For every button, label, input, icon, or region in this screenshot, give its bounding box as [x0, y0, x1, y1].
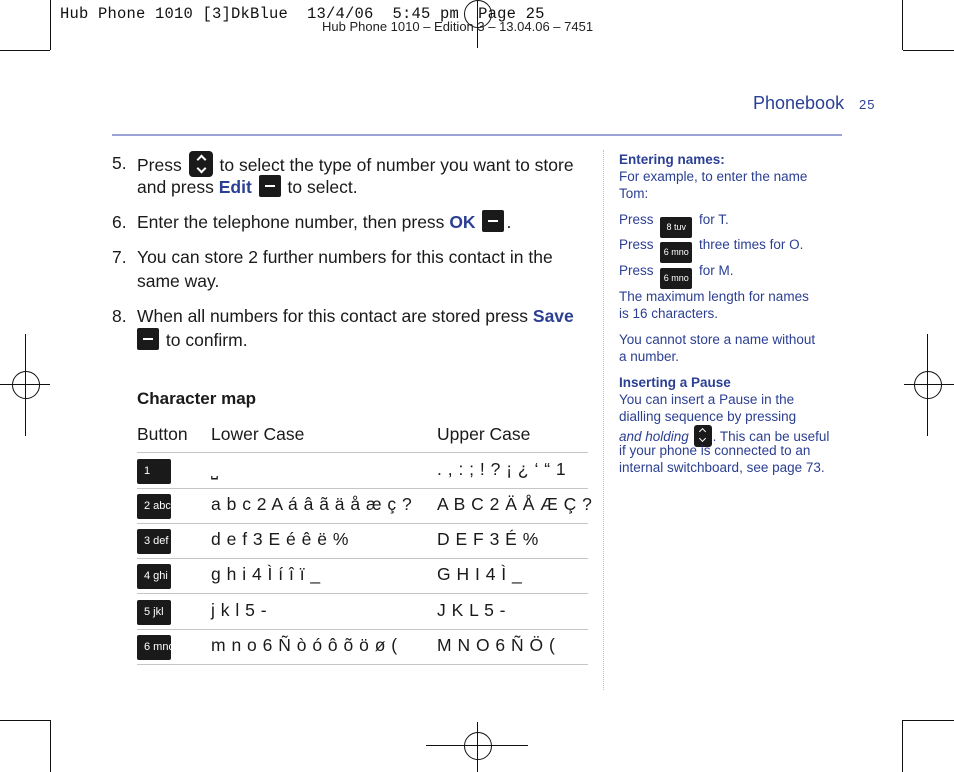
sidebar-text: if your phone is connected to an — [619, 443, 811, 458]
save-keyword: Save — [532, 306, 574, 326]
lower-case-chars: j k l 5 - — [211, 600, 268, 620]
crop-mark — [902, 0, 903, 50]
upper-case-chars: J K L 5 - — [437, 600, 507, 620]
sidebar-text: internal switchboard, see page 73. — [619, 460, 825, 475]
press-instruction: Press 6 mno three times for O. — [619, 236, 803, 263]
edit-keyword: Edit — [218, 177, 252, 197]
step-text: and press — [137, 177, 214, 197]
step-text: Press — [137, 155, 182, 175]
inserting-pause-title: Inserting a Pause — [619, 375, 731, 390]
upper-case-chars: G H I 4 Ì _ — [437, 564, 523, 584]
registration-mark — [904, 384, 954, 385]
table-row — [137, 452, 588, 489]
sidebar-text: is 16 characters. — [619, 306, 719, 321]
keypad-key-icon: 4 ghi — [137, 564, 171, 589]
registration-mark — [477, 722, 478, 772]
step-text: When all numbers for this contact are stored press — [137, 306, 529, 326]
upper-case-chars: . , : ; ! ? ¡ ¿ ‘ “ 1 — [437, 459, 567, 479]
table-row — [137, 523, 588, 559]
column-header-lower: Lower Case — [211, 424, 305, 444]
step-text: . — [506, 212, 512, 232]
keypad-key-icon: 6 mno — [660, 268, 692, 289]
upper-case-chars: M N O 6 Ñ Ö ( — [437, 635, 556, 655]
sidebar-text: For example, to enter the name — [619, 169, 808, 184]
crop-mark — [0, 720, 50, 721]
lower-case-chars: ⎵ — [211, 459, 219, 479]
table-row — [137, 629, 588, 665]
press-instruction: Press 6 mno for M. — [619, 262, 734, 289]
registration-mark — [927, 334, 928, 436]
crop-mark — [50, 0, 51, 50]
lower-case-chars: g h i 4 Ì í î ï _ — [211, 564, 321, 584]
keypad-key-icon: 1 — [137, 459, 171, 484]
sidebar-text: The maximum length for names — [619, 289, 809, 304]
character-map-title: Character map — [137, 389, 257, 408]
sidebar-text: a number. — [619, 349, 680, 364]
softkey-icon — [259, 175, 281, 197]
table-row — [137, 594, 588, 630]
step-number: 7. — [112, 247, 127, 267]
keypad-key-icon: 5 jkl — [137, 600, 171, 625]
softkey-icon — [482, 210, 504, 232]
step-number: 6. — [112, 212, 127, 232]
softkey-icon — [137, 328, 159, 350]
crop-mark — [0, 50, 50, 51]
step-text: You can store 2 further numbers for this contact in the — [137, 247, 553, 267]
lower-case-chars: m n o 6 Ñ ò ó ô õ ö ø ( — [211, 635, 398, 655]
registration-mark — [464, 732, 492, 760]
column-header-upper: Upper Case — [437, 424, 531, 444]
table-row — [137, 558, 588, 594]
keypad-key-icon: 2 abc — [137, 494, 171, 519]
ok-keyword: OK — [449, 212, 476, 232]
step-text: to select the type of number you want to store — [219, 155, 574, 175]
page-title: Phonebook — [753, 93, 845, 113]
edition-slug: Hub Phone 1010 – Edition 3 – 13.04.06 – 7451 — [322, 19, 594, 34]
upper-case-chars: D E F 3 É % — [437, 529, 539, 549]
sidebar-text: Tom: — [619, 186, 649, 201]
keypad-key-icon: 6 mno — [137, 635, 171, 660]
registration-mark — [25, 334, 26, 436]
crop-mark — [50, 720, 51, 772]
step-text: to confirm. — [165, 330, 248, 350]
upper-case-chars: A B C 2 Ä Å Æ Ç ? — [437, 494, 593, 514]
crop-mark — [902, 720, 903, 772]
step-number: 8. — [112, 306, 127, 326]
step-text: same way. — [137, 271, 220, 291]
keypad-key-icon: 6 mno — [660, 242, 692, 263]
step-text: to select. — [287, 177, 358, 197]
registration-mark — [12, 371, 40, 399]
print-slug: Hub Phone 1010 [3]DkBlue 13/4/06 5:45 pm Page 25 — [60, 5, 545, 23]
press-instruction: Press 8 tuv for T. — [619, 211, 729, 238]
column-divider — [603, 150, 604, 690]
page-number: 25 — [859, 97, 876, 112]
lower-case-chars: d e f 3 E é ê ë % — [211, 529, 349, 549]
sidebar-text: dialling sequence by pressing — [619, 409, 797, 424]
registration-mark — [914, 371, 942, 399]
step-number: 5. — [112, 153, 127, 173]
keypad-key-icon: 8 tuv — [660, 217, 692, 238]
step-text: Enter the telephone number, then press — [137, 212, 445, 232]
header-rule — [112, 134, 842, 136]
navigation-key-icon — [189, 151, 213, 177]
crop-mark — [903, 50, 954, 51]
lower-case-chars: a b c 2 A á â ã ä å æ ç ? — [211, 494, 413, 514]
sidebar-text: You cannot store a name without — [619, 332, 816, 347]
entering-names-title: Entering names: — [619, 152, 725, 167]
crop-mark — [903, 720, 954, 721]
sidebar-text: and holding . This can be useful — [619, 425, 829, 447]
table-row — [137, 488, 593, 524]
sidebar-text: You can insert a Pause in the — [619, 392, 795, 407]
keypad-key-icon: 3 def — [137, 529, 171, 554]
column-header-button: Button — [137, 424, 188, 444]
